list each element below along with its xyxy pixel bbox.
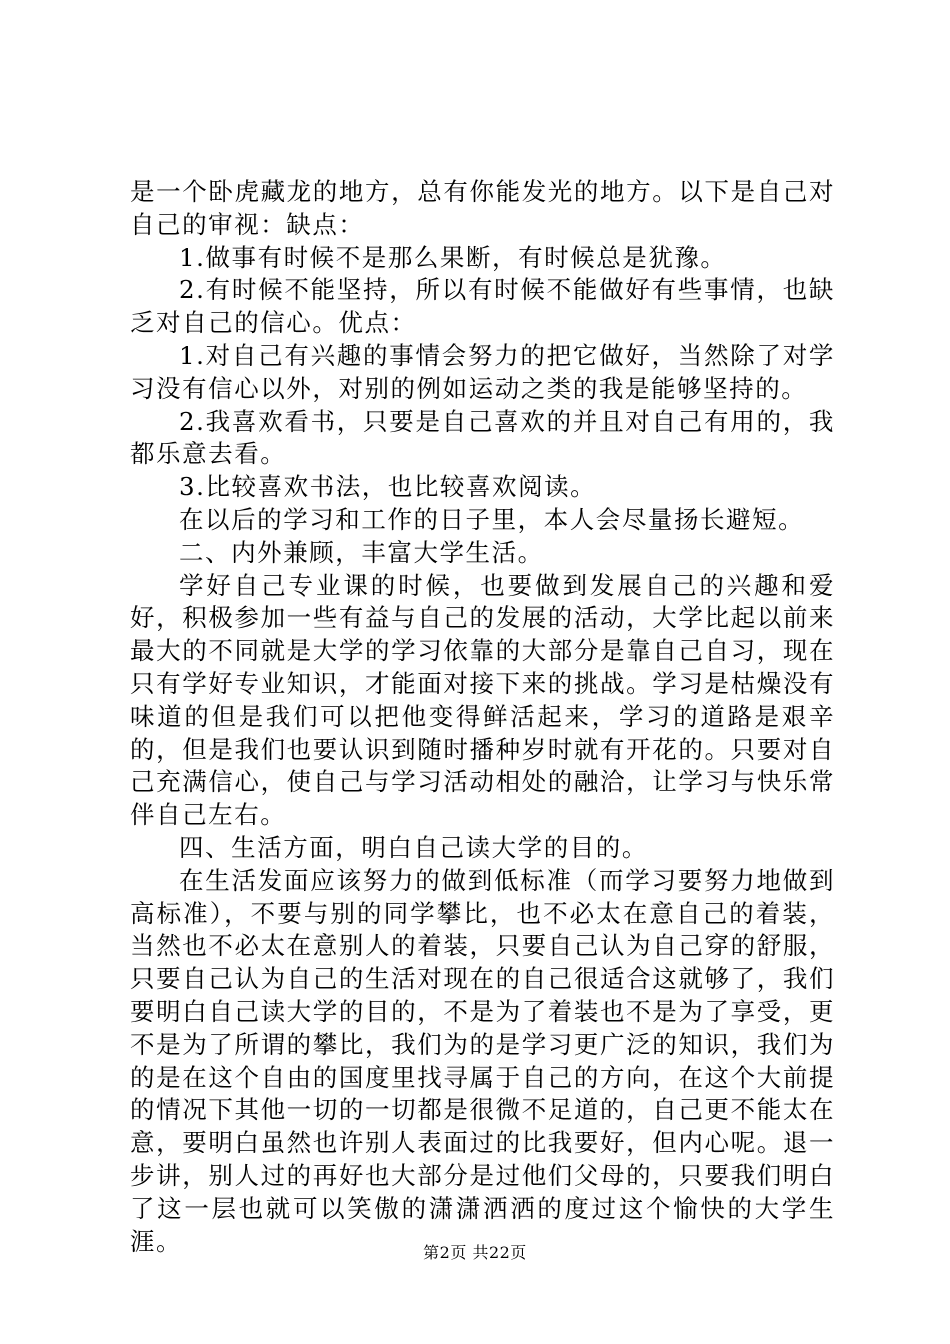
paragraph-2: 1.做事有时候不是那么果断，有时候总是犹豫。: [179, 242, 727, 272]
document-body: [130, 176, 835, 1258]
section-heading-4: 四、生活方面，明白自己读大学的目的。: [179, 832, 648, 862]
paragraph-6: 3.比较喜欢书法，也比较喜欢阅读。: [179, 472, 597, 502]
paragraph-3: 2.有时候不能坚持，所以有时候不能做好有些事情，也缺乏对自己的信心。优点：: [130, 275, 835, 338]
section-heading-2: 二、内外兼顾，丰富大学生活。: [179, 537, 544, 567]
paragraph-1: 是一个卧虎藏龙的地方，总有你能发光的地方。以下是自己对自己的审视：缺点：: [130, 177, 835, 239]
paragraph-5: 2.我喜欢看书，只要是自己喜欢的并且对自己有用的，我都乐意去看。: [130, 406, 835, 469]
paragraph-7: 在以后的学习和工作的日子里，本人会尽量扬长避短。: [179, 504, 805, 534]
paragraph-4: 1.对自己有兴趣的事情会努力的把它做好，当然除了对学习没有信心以外，对别的例如运动之类的我是能够坚持的。: [130, 340, 835, 403]
paragraph-9: 学好自己专业课的时候，也要做到发展自己的兴趣和爱好，积极参加一些有益与自己的发展的活动，大学比起以前来最大的不同就是大学的学习依靠的大部分是靠自己自习，现在只有学好专业知识，才能面对接下来的挑战。学习是枯燥没有味道的但是我们可以把他变得鲜活起来，学习的道路是艰辛的，但是我们也要认识到随时播种岁时就有开花的。只要对自己充满信心，使自己与学习活动相处的融洽，让学习与快乐常伴自己左右。: [130, 570, 835, 830]
page-number-footer: 第2页 共22页: [423, 1243, 527, 1262]
paragraph-11: 在生活发面应该努力的做到低标准（而学习要努力地做到高标准），不要与别的同学攀比，也不必太在意自己的着装，当然也不必太在意别人的着装，只要自己认为自己穿的舒服，只要自己认为自己的生活对现在的自己很适合这就够了，我们要明白自己读大学的目的，不是为了着装也不是为了享受，更不是为了所谓的攀比，我们为的是学习更广泛的知识，我们为的是在这个自由的国度里找寻属于自己的方向，在这个大前提的情况下其他一切的一切都是很微不足道的，自己更不能太在意，要明白虽然也许别人表面过的比我要好，但内心呢。退一步讲，别人过的再好也大部分是过他们父母的，只要我们明白了这一层也就可以笑傲的潇潇洒洒的度过这个愉快的大学生涯。: [130, 865, 835, 1256]
